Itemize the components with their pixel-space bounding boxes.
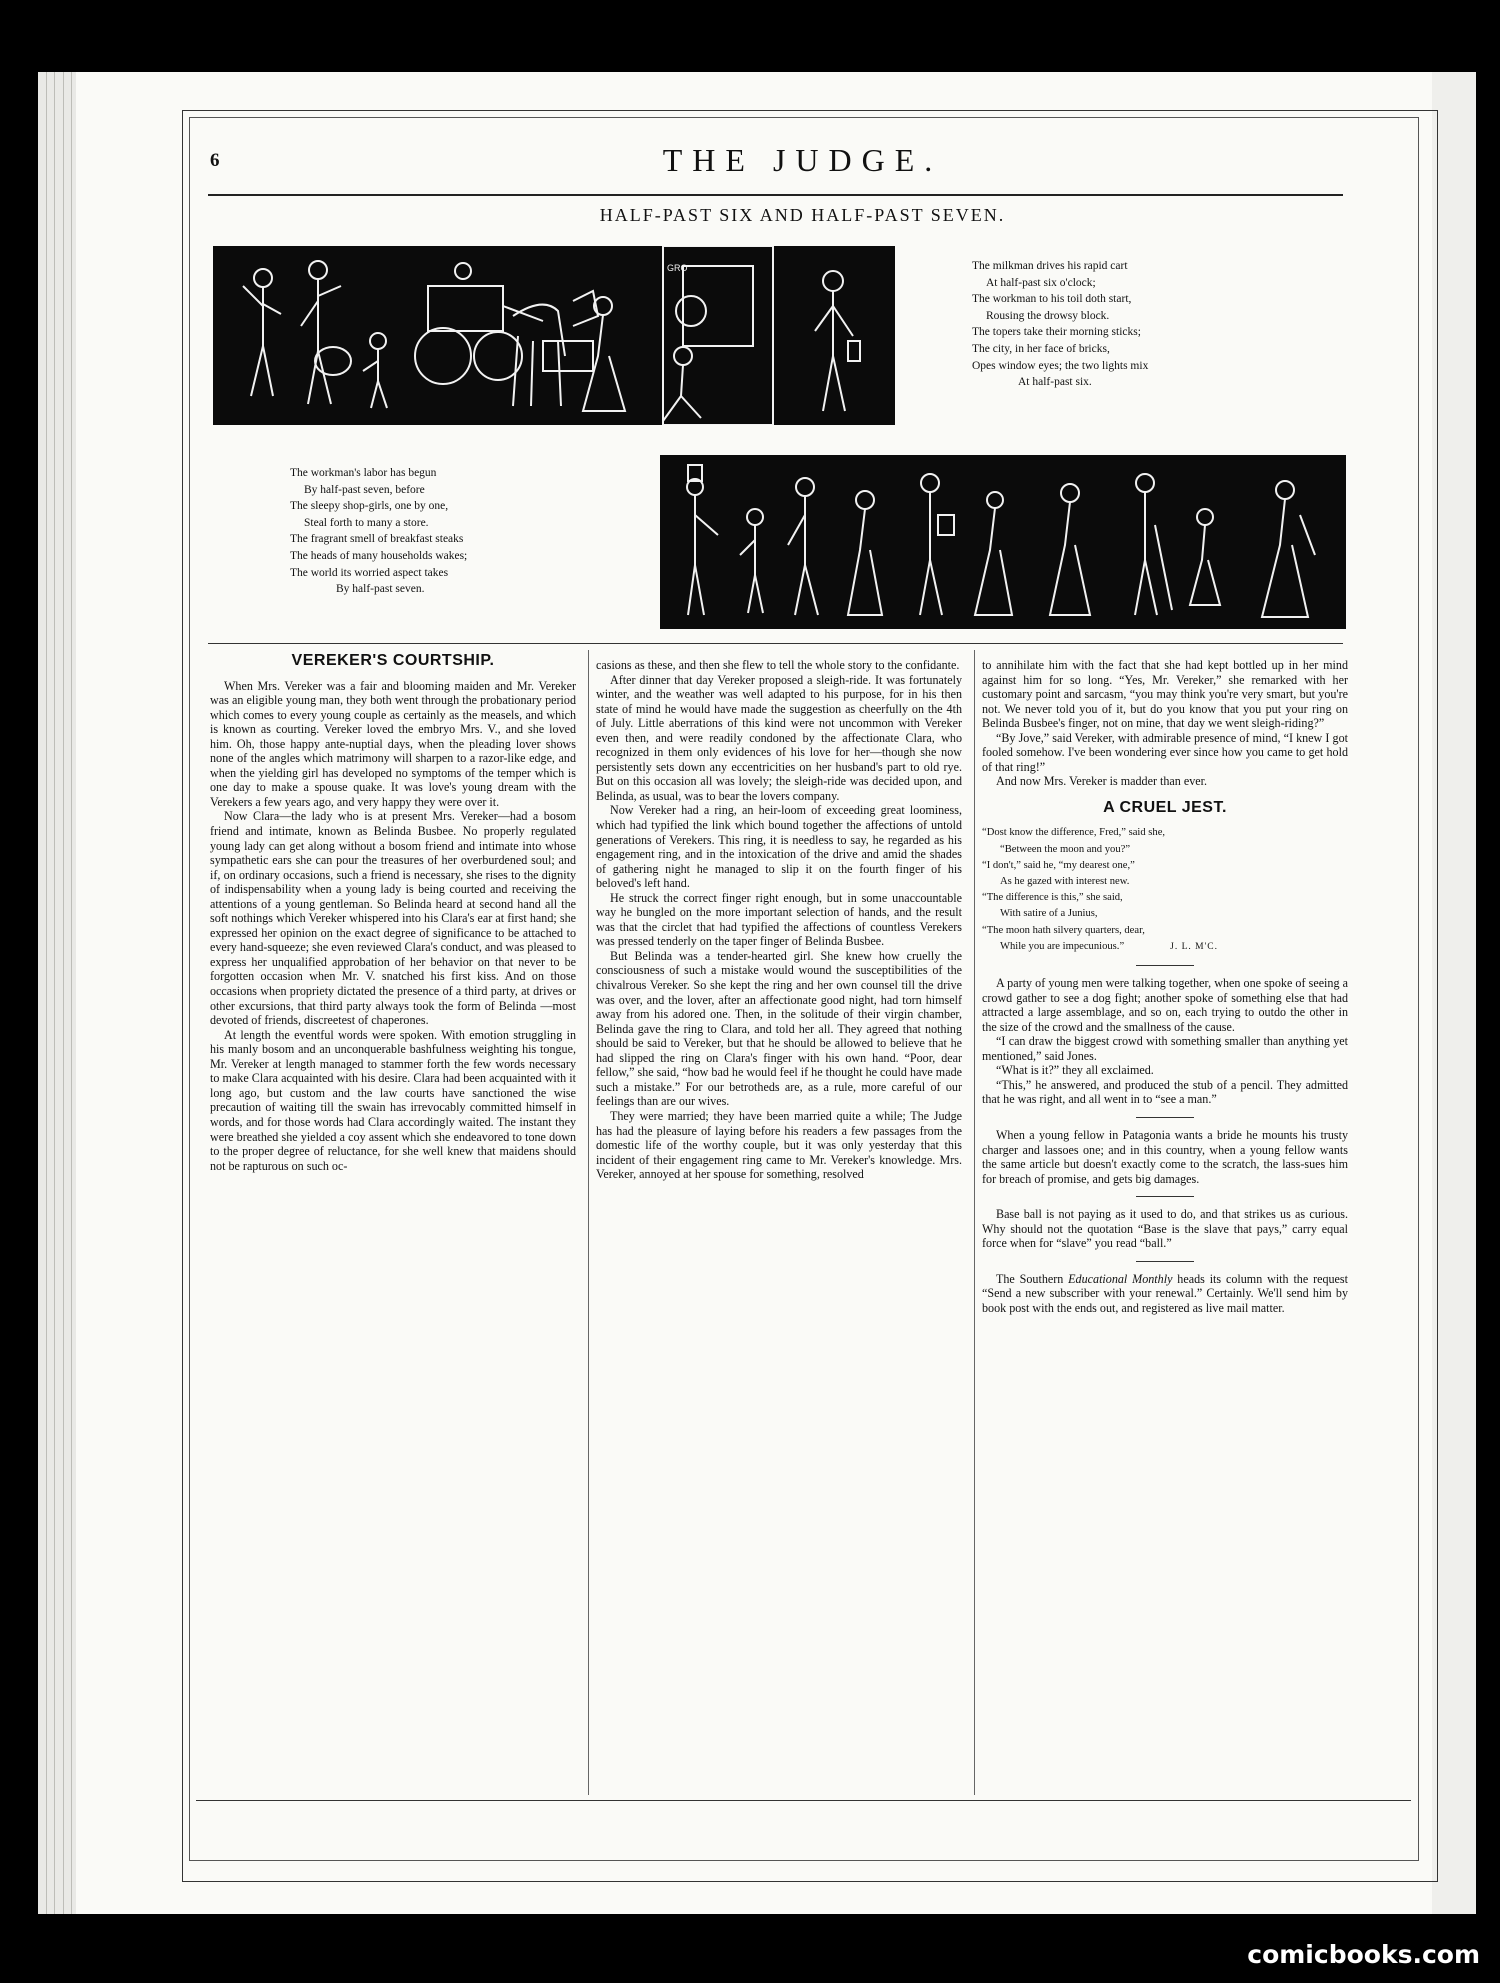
- figure-man-parcel: [920, 474, 954, 615]
- article-paragraph: After dinner that day Vereker proposed a sleigh-ride. It was fortunately winter, and the weather was well adapted to his purpose, for in his then state of mind he would have made the suggestion as cheerfully on the 4th of July. Little aberrations of this kind were not uncommon with Vereker even then, and were readily condoned by the affectionate Clara, who recognized in them only evidences of his love for her—though she now persistently sets down any eccentricities on her husband's part to old rye. But on this occasion all was lovely; the sleigh-ride was decided upon, and Belinda, as usual, was to bear the lovers company.: [596, 672, 962, 803]
- article-column-2: [596, 658, 962, 1182]
- illustration-half-past-six: [213, 246, 895, 425]
- verse-line: The milkman drives his rapid cart: [972, 260, 1128, 272]
- figure-woman-dress: [975, 492, 1012, 615]
- poem-line: “Between the moon and you?”: [1000, 843, 1131, 855]
- article-paragraph: He struck the correct finger right enough, but in some unaccountable way he bungled on the more important selection of hands, and the result was that the circlet that had typified the affections of countless Verekers was pressed tenderly on the taper finger of Belinda Busbee.: [596, 890, 962, 949]
- column-divider: [588, 650, 589, 1795]
- poem-cruel-jest: [982, 825, 1348, 955]
- article-paragraph: When Mrs. Vereker was a fair and blooming maiden and Mr. Vereker was an eligible young man, they both went through the probationary period which comes to every young couple as certainly as the measels, and which is known as courting. Vereker loved the embryo Mrs. V., and she loved him. Oh, those happy ante-nuptial days, when the pleading lover shows none of the angles which matrimony will sharpen to a razor-like edge, and when the yielding girl has developed no symptoms of the temper which is one day to make a spouse quake. It was love's young dream with the Verekers a few years ago, and very happy they were over it.: [210, 678, 576, 809]
- paragraph-educational-monthly: [982, 1272, 1348, 1316]
- article-column-1: [210, 648, 576, 1173]
- item-separator: [1136, 1196, 1194, 1197]
- verse-line: The workman's labor has begun: [290, 467, 437, 479]
- figure-man-cap: [788, 478, 818, 615]
- article-paragraph: “By Jove,” said Vereker, with admirable presence of mind, “I knew I got fooled somehow. I've been wondering ever since how you came to get hold of that ring!”: [982, 730, 1348, 774]
- verse-line: The topers take their morning sticks;: [972, 326, 1141, 339]
- figure-man-cane: [1135, 474, 1172, 615]
- paragraph-dog-fight: A party of young men were talking together, when one spoke of seeing a crowd gather to see a dog fight; another spoke of something else that had attracted a large assemblage, and so on, each trying to outdo the other in the size of the crowd and the smallness of the cause.: [982, 976, 1348, 1034]
- masthead-rule: [208, 194, 1343, 196]
- figure-man-leaving: [663, 347, 701, 421]
- verse-line: The world its worried aspect takes: [290, 566, 449, 579]
- illustration-half-past-seven: [660, 455, 1346, 629]
- article-column-3: [982, 658, 1348, 1315]
- verse-line: At half-past six.: [1018, 376, 1092, 389]
- item-separator: [1136, 965, 1194, 966]
- poem-line: [982, 939, 1348, 955]
- article-headline-cruel-jest: A CRUEL JEST.: [1103, 798, 1227, 816]
- article-paragraph: Now Clara—the lady who is at present Mrs. Vereker—had a bosom friend and intimate, known as Belinda Busbee. No properly regulated young lady can get along without a bosom friend and intimate into whose sympathetic ears she can pour the treasures of her overburdened soul; and if, on ordinary occasions, such a friend is necessary, she rises to the dignity of indispensability when a young lady is being courted and receiving the attentions of a young gentleman. So Belinda heard at second hand all the soft nothings which Vereker whispered into his Clara's ear at first hand; she expressed her opinion on the exact degree of significance to be attached to every hand-squeeze; she even reviewed Clara's conduct, and was pleased to express her unqualified approbation of her behavior on that never to be forgotten occasion when Mr. V. snatched his first kiss. And on those occasions when propriety dictated the presence of a third party, at drives or other excursions, that third party always took the form of Belinda —most devoted of friends, discreetest of chaperones.: [210, 809, 576, 1028]
- paragraph-base-ball: Base ball is not paying as it used to do, and that strikes us as curious. Why should not the quotation “Base is the slave that pays,” carry equal force when for “slave” you read “ball.”: [982, 1207, 1348, 1251]
- poem-signature: J. L. M'C.: [1170, 941, 1219, 952]
- article-paragraph: casions as these, and then she flew to tell the whole story to the confidante.: [596, 658, 960, 672]
- verse-line: Opes window eyes; the two lights mix: [972, 359, 1149, 372]
- page-number: 6: [210, 150, 220, 171]
- verse-line: The heads of many households wakes;: [290, 549, 468, 562]
- articles-top-rule: [208, 643, 1343, 644]
- item-separator: [1136, 1117, 1194, 1118]
- scan-book-edge-left: [38, 72, 76, 1914]
- verse-line: By half-past seven, before: [304, 483, 425, 496]
- poem-line: As he gazed with interest new.: [1000, 876, 1130, 888]
- paragraph-dog-fight: “I can draw the biggest crowd with something smaller than anything yet mentioned,” said Jones.: [982, 1034, 1348, 1063]
- verse-line: At half-past six o'clock;: [986, 276, 1096, 289]
- masthead-title: THE JUDGE.: [662, 142, 943, 178]
- verse-line: By half-past seven.: [336, 583, 425, 596]
- paragraph-dog-fight: “What is it?” they all exclaimed.: [996, 1063, 1154, 1078]
- articles-bottom-rule: [196, 1800, 1411, 1801]
- paragraph-patagonia: When a young fellow in Patagonia wants a bride he mounts his trusty charger and lassoes one; and in this country, when a young fellow wants the same article but doesn't exactly come to the scratch, the lass-sues him for breach of promise, and gets big damages.: [982, 1128, 1348, 1186]
- article-paragraph: Now Vereker had a ring, an heir-loom of exceeding great loominess, which had typified the link which bound together the affections of untold generations of Verekers. This ring, it is needless to say, he regarded as his engagement ring, and in the intoxication of the drive and amid the shades of gathering night he managed to slip it on the fourth finger of his beloved's left hand.: [596, 803, 962, 891]
- horse: [513, 291, 598, 406]
- figure-tall-man: [815, 271, 860, 411]
- scan-book-edge-right: [1432, 72, 1476, 1914]
- article-paragraph: And now Mrs. Vereker is madder than ever.: [996, 774, 1208, 789]
- verse-line: The fragrant smell of breakfast steaks: [290, 533, 464, 546]
- monthly-lead: The Southern: [996, 1271, 1069, 1286]
- article-paragraph: But Belinda was a tender-hearted girl. She knew how cruelly the consciousness of such a mistake would wound the susceptibilities of the chivalrous Vereker. So she kept the ring and her own counsel till the drive was over, and the lover, after an affectionate good night, had torn himself away from his adored one. Then, in the solitude of their virgin chamber, Belinda gave the ring to Clara, and told her all. They agreed that nothing should be said to Vereker, but that he should be allowed to believe that he had slipped the ring on Clara's finger with his own hand. “Poor, dear fellow,” she said, “how bad he would feel if he thought he could have made such a mistake.” For our betrotheds are, as a rule, more careful of our feelings than are our wives.: [596, 948, 962, 1109]
- verse-line: Rousing the drowsy block.: [986, 309, 1110, 322]
- poem-line: “I don't,” said he, “my dearest one,”: [982, 859, 1135, 871]
- watermark-credit: comicbooks.com: [1247, 1940, 1480, 1969]
- poem-line: “The moon hath silvery quarters, dear,: [982, 924, 1145, 936]
- paragraph-dog-fight: “This,” he answered, and produced the stub of a pencil. They admitted that he was right, and all went in to “see a man.”: [982, 1077, 1348, 1107]
- figure-woman-shopgirl: [848, 491, 882, 615]
- item-separator: [1136, 1261, 1194, 1262]
- verse-line: The sleepy shop-girls, one by one,: [290, 500, 449, 513]
- section-title: HALF-PAST SIX AND HALF-PAST SEVEN.: [599, 205, 1006, 225]
- monthly-journal-title: Educational Monthly: [1068, 1271, 1173, 1286]
- figure-boy-walking: [740, 509, 763, 613]
- figure-girl: [1190, 509, 1220, 605]
- verse-line: The workman to his toil doth start,: [972, 293, 1132, 306]
- verse-line: The city, in her face of bricks,: [972, 342, 1110, 355]
- figure-man-top-hat: [687, 465, 718, 615]
- poem-line: “The difference is this,” she said,: [982, 892, 1123, 904]
- verse-half-past-seven: [290, 465, 467, 598]
- figure-boy: [363, 333, 387, 408]
- column-divider: [974, 650, 975, 1795]
- article-paragraph: At length the eventful words were spoken. With emotion struggling in his manly bosom and an unconquerable bashfulness weighting his tongue, Mr. Vereker at length managed to stammer forth the few words necessary to make Clara acquainted with his desire. Clara had been acquainted with it long ago, but custom and the law courts have sanctioned the wise precaution of waiting till the swain has irrevocably committed himself in words, and for those words had Clara accordingly waited. The instant they were breathed she yielded a coy assent which she endeavored to tone down to the proper degree of reluctance, for she well knew that maidens should not be rapturous on such oc-: [210, 1027, 576, 1173]
- milk-cart: [415, 263, 543, 384]
- monthly-rest: heads its column with the request “Send a new subscriber with your renewal.” Certainly. We'll send him by book post with the ends out, and registered as live mail matter.: [982, 1271, 1348, 1315]
- article-headline-vereker: VEREKER'S COURTSHIP.: [291, 652, 495, 669]
- poem-line: “Dost know the difference, Fred,” said she,: [982, 827, 1166, 839]
- figure-workman: [301, 261, 351, 404]
- figure-woman-fancy: [1262, 481, 1315, 617]
- figure-drunkard: [243, 269, 281, 396]
- article-paragraph: They were married; they have been married quite a while; The Judge has had the pleasure of laying before his readers a few passages from the domestic life of the worthy couple, but it was only yesterday that this incident of their engagement ring came to Mr. Vereker's knowledge. Mrs. Vereker, annoyed at her spouse for something, resolved: [596, 1108, 962, 1182]
- verse-half-past-six: [972, 258, 1148, 391]
- poem-line-text: While you are impecunious.”: [1000, 940, 1125, 952]
- figure-woman-bonnet: [1050, 484, 1090, 615]
- article-paragraph: to annihilate him with the fact that she had kept bottled up in her mind against him for so long. “Yes, Mr. Vereker,” she remarked with her customary point and sarcasm, “you may think you're very smart, but you're not. We never told you of it, but do you know that you put your ring on Belinda Busbee's finger, not on mine, that day we went sleigh-riding?”: [982, 658, 1348, 731]
- shop-sign-text: GRO: [667, 263, 688, 273]
- figure-woman-basket: [543, 297, 625, 411]
- poem-line: With satire of a Junius,: [1000, 908, 1098, 920]
- verse-line: Steal forth to many a store.: [304, 516, 429, 529]
